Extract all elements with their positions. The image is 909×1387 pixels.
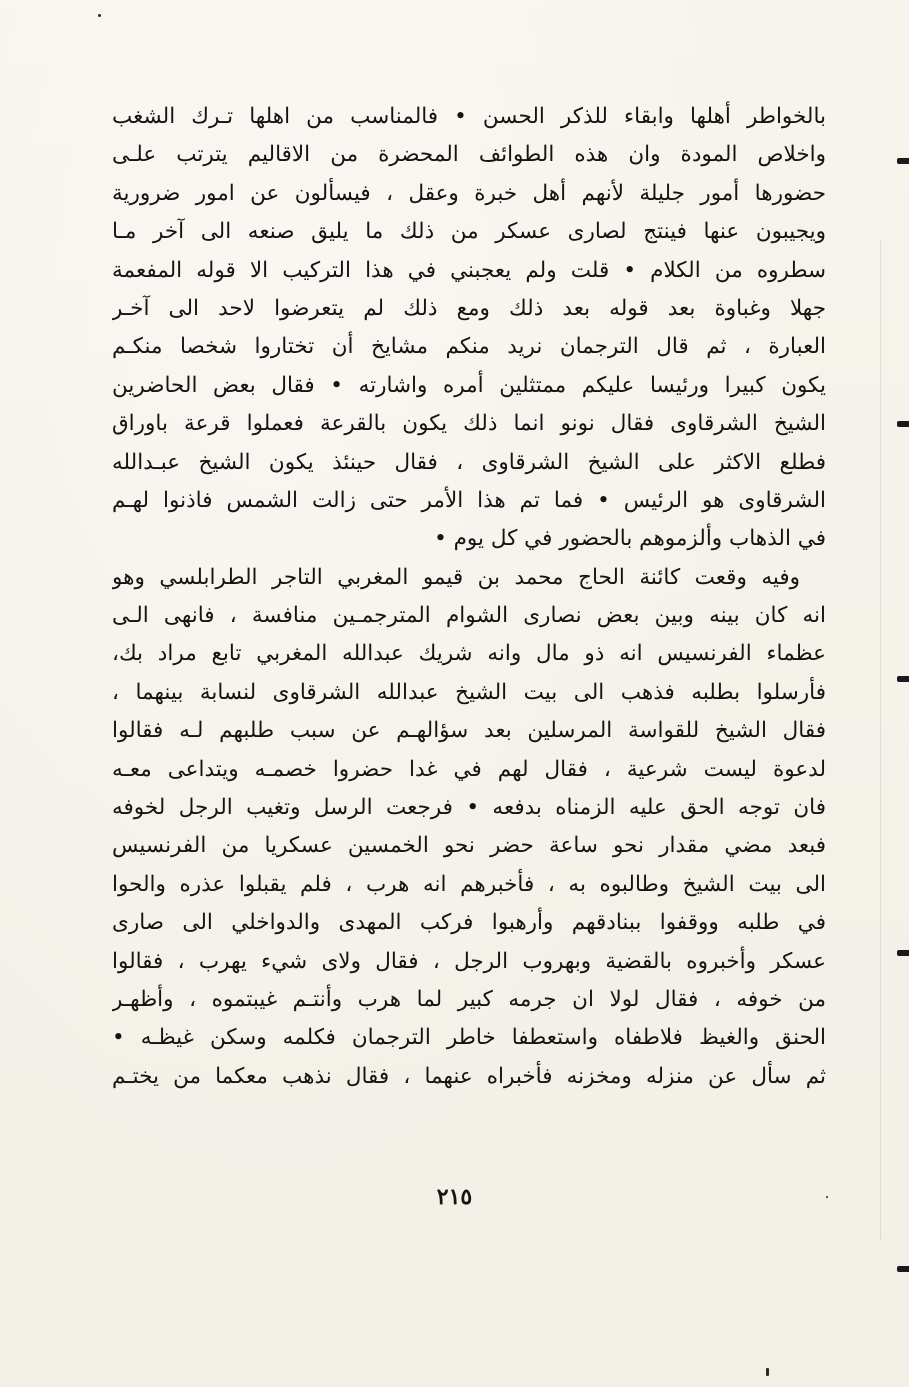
- text-line: حضورها أمور جليلة لأنهم أهل خبرة وعقل ، فيسألون عن امور ضرورية: [112, 180, 826, 206]
- ink-speck: [98, 14, 101, 17]
- text-line: سطروه من الكلام • قلت ولم يعجبني في هذا التركيب الا قوله المفعمة: [112, 257, 826, 283]
- text-line: يكون كبيرا ورئيسا عليكم ممتثلين أمره واشارته • فقال بعض الحاضرين: [112, 372, 826, 398]
- binding-mark: [897, 676, 909, 682]
- ink-speck: [766, 1368, 769, 1376]
- text-line: واخلاص المودة وان هذه الطوائف المحضرة من الاقاليم يترتب علـى: [112, 142, 826, 168]
- page-fold-line: [880, 240, 881, 1240]
- text-line: لدعوة ليست شرعية ، فقال لهم في غدا حضروا خصمـه ويتداعى معـه: [112, 756, 826, 782]
- text-line: ويجيبون عنها فينتج لصارى عسكر من ذلك ما يليق صنعه الى آخر مـا: [112, 219, 826, 245]
- binding-mark: [897, 950, 909, 956]
- text-line: العبارة ، ثم قال الترجمان نريد منكم مشايخ أن تختاروا شخصا منكـم: [112, 334, 826, 360]
- text-line: في الذهاب وألزموهم بالحضور في كل يوم •: [434, 526, 826, 552]
- text-line: عسكر وأخبروه بالقضية وبهروب الرجل ، فقال ولاى شيء يهرب ، فقالوا: [112, 948, 826, 974]
- text-line: فقال الشيخ للقواسة المرسلين بعد سؤالهـم عن سبب طلبهم لـه فقالوا: [112, 718, 826, 744]
- binding-mark: [897, 158, 909, 164]
- text-line: الشرقاوى هو الرئيس • فما تم هذا الأمر حتى زالت الشمس فاذنوا لهـم: [112, 487, 826, 513]
- text-line: جهلا وغباوة بعد قوله بعد ذلك ومع ذلك لم يتعرضوا لاحد الى آخـر: [112, 295, 826, 321]
- binding-mark: [897, 1266, 909, 1272]
- text-line: من خوفه ، فقال لولا ان جرمه كبير لما هرب وأنتـم غيبتموه ، وأظهـر: [112, 986, 826, 1012]
- text-line: في طلبه ووقفوا ببنادقهم وأرهبوا فركب المهدى والدواخلي الى صارى: [112, 910, 826, 936]
- text-line: الى بيت الشيخ وطالبوه به ، فأخبرهم انه هرب ، فلم يقبلوا عذره والحوا: [112, 871, 826, 897]
- text-line: وفيه وقعت كائنة الحاج محمد بن قيمو المغربي التاجر الطرابلسي وهو: [112, 564, 800, 590]
- text-line: الحنق والغيظ فلاطفاه واستعطفا خاطر الترجمان فكلمه وسكن غيظـه •: [112, 1025, 826, 1051]
- text-line: فطلع الاكثر على الشيخ الشرقاوى ، فقال حينئذ يكون الشيخ عبـدالله: [112, 449, 826, 475]
- text-line: بالخواطر أهلها وابقاء للذكر الحسن • فالمناسب من اهلها تـرك الشغب: [112, 104, 826, 129]
- body-text: [112, 98, 826, 1096]
- page-number: ٢١٥: [436, 1184, 473, 1210]
- text-line: فان توجه الحق عليه الزمناه بدفعه • فرجعت الرسل وتغيب الرجل لخوفه: [112, 795, 826, 821]
- text-line: عظماء الفرنسيس انه ذو مال وانه شريك عبدالله المغربي تابع مراد بك،: [112, 641, 826, 667]
- text-line: انه كان بينه وبين بعض نصارى الشوام المترجمـين منافسة ، فانهى الـى: [112, 603, 826, 629]
- text-line: الشيخ الشرقاوى فقال نونو انما ذلك يكون بالقرعة فعملوا قرعة باوراق: [112, 411, 826, 437]
- text-line: فأرسلوا بطلبه فذهب الى بيت الشيخ عبدالله الشرقاوى لنسابة بينهما ،: [112, 679, 826, 705]
- text-line: فبعد مضي مقدار نحو ساعة حضر نحو الخمسين عسكريا من الفرنسيس: [112, 833, 826, 859]
- binding-mark: [897, 421, 909, 427]
- text-line: ثم سأل عن منزله ومخزنه فأخبراه عنهما ، فقال نذهب معكما من يختـم: [112, 1063, 826, 1089]
